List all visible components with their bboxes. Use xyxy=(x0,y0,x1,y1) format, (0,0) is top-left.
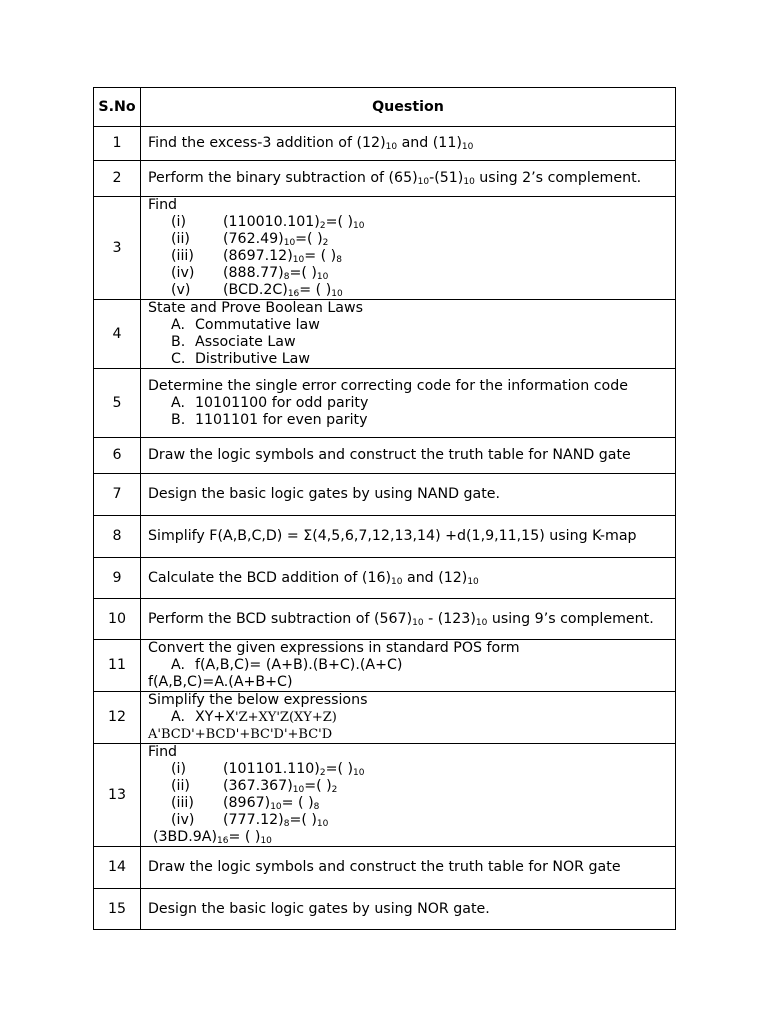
table-row xyxy=(94,558,676,599)
table-row xyxy=(94,369,676,438)
question-text: Draw the logic symbols and construct the truth table for NOR gate xyxy=(141,847,676,889)
row-number: 11 xyxy=(94,640,141,692)
list-item: B. 1101101 for even parity xyxy=(171,411,368,428)
conversion-item: (iii) $(8967)_{10}=$ ( )$_8$ xyxy=(171,795,320,812)
question-text xyxy=(141,369,676,438)
question-text: Draw the logic symbols and construct the truth table for NAND gate xyxy=(141,438,676,474)
table-row xyxy=(94,516,676,558)
conversion-item: (i) $(101101.110)_2=$( )$_{10}$ xyxy=(171,761,365,778)
expression: $(3BD.9A)_{16}=$ ( )$_{10}$ xyxy=(153,829,272,846)
question-text xyxy=(141,197,676,300)
question-table xyxy=(93,87,676,930)
row-number: 6 xyxy=(94,438,141,474)
question-header: Question xyxy=(141,88,676,127)
table-row xyxy=(94,744,676,847)
list-item: A. f(A,B,C)= (A+B).(B+C).(A+C) xyxy=(171,657,403,673)
question-intro: Convert the given expressions in standard POS form xyxy=(148,640,520,656)
row-number: 13 xyxy=(94,744,141,847)
table-row xyxy=(94,640,676,692)
question-intro: State and Prove Boolean Laws xyxy=(148,300,363,316)
question-text: Simplify F(A,B,C,D) = Σ(4,5,6,7,12,13,14) +d(1,9,11,15) using K-map xyxy=(141,516,676,558)
header-row xyxy=(94,88,676,127)
question-text: Perform the BCD subtraction of $(567)_{10} - (123)_{10}$ using 9’s complement. xyxy=(141,599,676,640)
question-text xyxy=(141,692,676,744)
row-number: 5 xyxy=(94,369,141,438)
conversion-item: (ii) $(762.49)_{10}=$( )$_2$ xyxy=(171,231,329,248)
row-number: 12 xyxy=(94,692,141,744)
table-row xyxy=(94,599,676,640)
question-intro: Simplify the below expressions xyxy=(148,692,368,708)
row-number: 10 xyxy=(94,599,141,640)
row-number: 8 xyxy=(94,516,141,558)
conversion-item: (v) $(BCD.2C)_{16}=$ ( )$_{10}$ xyxy=(171,282,343,299)
table-row xyxy=(94,474,676,516)
table-row xyxy=(94,300,676,369)
conversion-item: (ii) $(367.367)_{10}=$( )$_2$ xyxy=(171,778,338,795)
list-item: B. Associate Law xyxy=(171,334,296,350)
row-number: 14 xyxy=(94,847,141,889)
sno-header: S.No xyxy=(94,88,141,127)
row-number: 7 xyxy=(94,474,141,516)
table-row xyxy=(94,161,676,197)
row-number: 4 xyxy=(94,300,141,369)
table-row xyxy=(94,197,676,300)
list-item: C. Distributive Law xyxy=(171,351,310,367)
list-item: A. Commutative law xyxy=(171,317,320,333)
question-text: Perform the binary subtraction of $(65)_{10}-(51)_{10}$ using 2’s complement. xyxy=(141,161,676,197)
row-number: 9 xyxy=(94,558,141,599)
question-intro: Find xyxy=(148,197,178,213)
question-text: Calculate the BCD addition of $(16)_{10}$ and $(12)_{10}$ xyxy=(141,558,676,599)
conversion-item: (iv) $(888.77)_8=$( )$_{10}$ xyxy=(171,265,329,282)
question-text: Find the excess-3 addition of $(12)_{10}$ and $(11)_{10}$ xyxy=(141,127,676,161)
question-text xyxy=(141,640,676,692)
row-number: 1 xyxy=(94,127,141,161)
question-intro: Determine the single error correcting code for the information code xyxy=(148,377,628,394)
row-number: 15 xyxy=(94,889,141,930)
list-item: A. XY+X'Z+XY'Z(XY+Z) xyxy=(171,709,337,725)
table-row xyxy=(94,127,676,161)
conversion-item: (i) $(110010.101)_2=$( )$_{10}$ xyxy=(171,214,365,231)
question-text: Design the basic logic gates by using NAND gate. xyxy=(141,474,676,516)
conversion-item: (iii) $(8697.12)_{10}=$ ( )$_8$ xyxy=(171,248,342,265)
question-intro: Find xyxy=(148,744,178,760)
row-number: 2 xyxy=(94,161,141,197)
question-text: Design the basic logic gates by using NOR gate. xyxy=(141,889,676,930)
table-row xyxy=(94,847,676,889)
table-row xyxy=(94,438,676,474)
table-row xyxy=(94,692,676,744)
expression: f(A,B,C)=A.(A+B+C) xyxy=(148,674,293,690)
conversion-item: (iv) $(777.12)_8=$( )$_{10}$ xyxy=(171,812,329,829)
expression: A'BCD'+BCD'+BC'D'+BC'D xyxy=(148,727,333,742)
list-item: A. 10101100 for odd parity xyxy=(171,394,369,411)
table-row xyxy=(94,889,676,930)
question-text xyxy=(141,744,676,847)
row-number: 3 xyxy=(94,197,141,300)
question-text xyxy=(141,300,676,369)
